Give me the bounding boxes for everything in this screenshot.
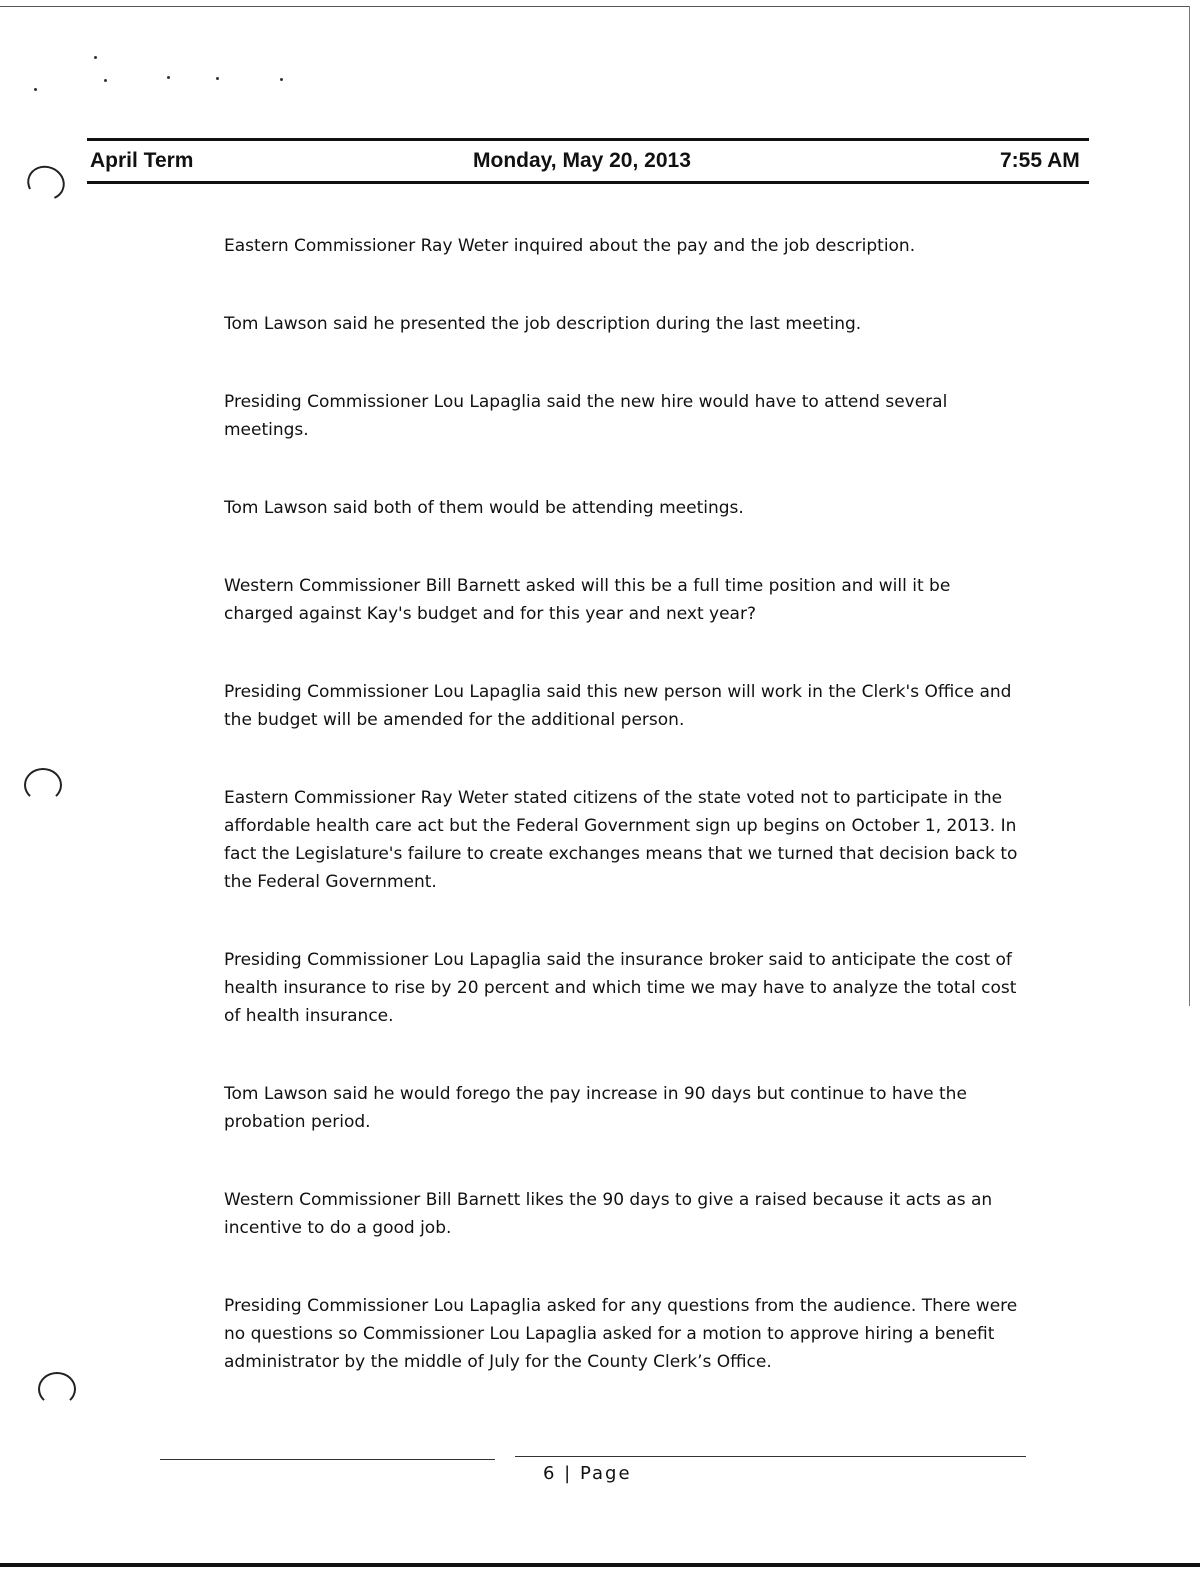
scan-speck (167, 76, 170, 79)
minutes-paragraph: Tom Lawson said he presented the job description during the last meeting. (224, 314, 862, 334)
page-bottom-edge (0, 1563, 1200, 1567)
minutes-paragraph: Tom Lawson said both of them would be attending meetings. (224, 498, 744, 518)
footer-rule-right (515, 1456, 1026, 1457)
header-date: Monday, May 20, 2013 (473, 149, 691, 172)
punch-hole-icon (24, 768, 62, 802)
scan-speck (280, 78, 283, 81)
scan-speck (216, 77, 219, 80)
minutes-paragraph: Presiding Commissioner Lou Lapaglia said this new person will work in the Clerk's Office and the budget will be amended for the additional person. (224, 682, 1012, 730)
header-term: April Term (90, 149, 194, 172)
minutes-paragraph: Western Commissioner Bill Barnett asked will this be a full time position and will it be charged against Kay's budget and for this year and next year? (224, 576, 951, 624)
minutes-paragraph: Presiding Commissioner Lou Lapaglia asked for any questions from the audience. There were no questions so Commissioner Lou Lapaglia asked for a motion to approve hiring a benefit administrator by the middle of July for the County Clerk’s Office. (224, 1296, 1018, 1372)
header-time: 7:55 AM (1000, 149, 1080, 172)
header-rule-top (87, 138, 1089, 141)
minutes-paragraph: Eastern Commissioner Ray Weter inquired about the pay and the job description. (224, 236, 916, 256)
header-rule-bottom (87, 181, 1089, 184)
page-top-edge (0, 6, 1190, 7)
minutes-paragraph: Tom Lawson said he would forego the pay increase in 90 days but continue to have the probation period. (224, 1084, 967, 1132)
minutes-paragraph: Eastern Commissioner Ray Weter stated citizens of the state voted not to participate in the affordable health care act but the Federal Government sign up begins on October 1, 2013. In fact the Legislature's failure to create exchanges means that we turned that decision back to the Federal Government. (224, 788, 1018, 892)
minutes-body (224, 232, 1024, 1426)
scan-speck (34, 88, 37, 91)
page-right-edge (1189, 6, 1190, 1006)
minutes-paragraph: Presiding Commissioner Lou Lapaglia said the new hire would have to attend several meetings. (224, 392, 948, 440)
scan-speck (94, 56, 97, 59)
scan-speck (104, 79, 107, 82)
punch-hole-icon (38, 1372, 76, 1406)
page-number: 6 | Page (543, 1463, 632, 1484)
footer-rule-left (160, 1459, 495, 1460)
minutes-paragraph: Western Commissioner Bill Barnett likes the 90 days to give a raised because it acts as an incentive to do a good job. (224, 1190, 993, 1238)
punch-hole-icon (22, 161, 69, 206)
minutes-paragraph: Presiding Commissioner Lou Lapaglia said the insurance broker said to anticipate the cost of health insurance to rise by 20 percent and which time we may have to analyze the total cost of health insurance. (224, 950, 1017, 1026)
